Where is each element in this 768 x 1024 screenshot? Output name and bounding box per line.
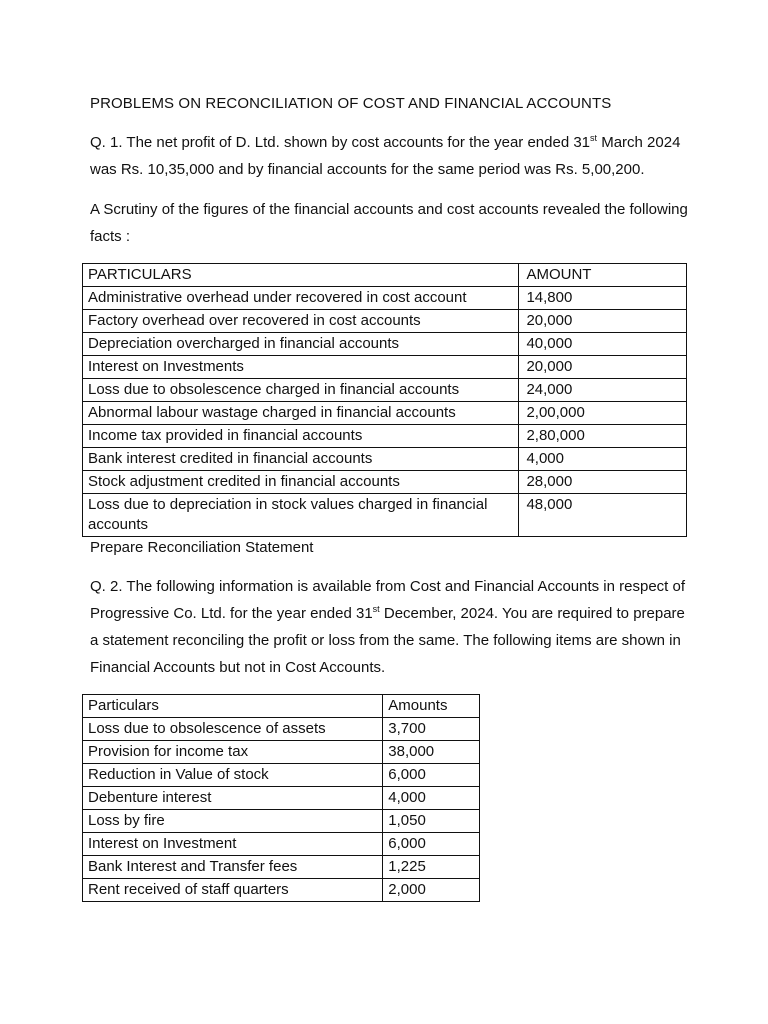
amount-cell: 4,000 — [383, 787, 480, 810]
table-row — [83, 833, 480, 856]
table-row — [83, 787, 480, 810]
particular-cell: Interest on Investments — [83, 356, 519, 379]
amount-cell: 28,000 — [519, 471, 687, 494]
q1-instruction: Prepare Reconciliation Statement — [90, 539, 314, 556]
table-header-cell: PARTICULARS — [83, 264, 519, 287]
table-row — [83, 402, 687, 425]
particular-cell: Stock adjustment credited in financial accounts — [83, 471, 519, 494]
table-row — [83, 494, 687, 537]
amount-cell: 38,000 — [383, 741, 480, 764]
table-row — [83, 333, 687, 356]
table-row — [83, 448, 687, 471]
q1-scrutiny-text: A Scrutiny of the figures of the financial accounts and cost accounts revealed the following facts : — [90, 201, 688, 245]
amount-cell: 4,000 — [519, 448, 687, 471]
particular-cell: Administrative overhead under recovered in cost account — [83, 287, 519, 310]
amount-cell: 48,000 — [519, 494, 687, 537]
document-title: PROBLEMS ON RECONCILIATION OF COST AND FINANCIAL ACCOUNTS — [90, 95, 612, 112]
q2-intro-superscript: st — [372, 604, 380, 614]
particular-cell: Bank Interest and Transfer fees — [83, 856, 383, 879]
amount-cell: 6,000 — [383, 764, 480, 787]
table-header-cell: Particulars — [83, 695, 383, 718]
particular-cell: Debenture interest — [83, 787, 383, 810]
particular-cell: Interest on Investment — [83, 833, 383, 856]
amount-cell: 14,800 — [519, 287, 687, 310]
table-header-row — [83, 264, 687, 287]
table-row — [83, 856, 480, 879]
amount-cell: 6,000 — [383, 833, 480, 856]
amount-cell: 3,700 — [383, 718, 480, 741]
particular-cell: Income tax provided in financial accounts — [83, 425, 519, 448]
table-row — [83, 425, 687, 448]
table-row — [83, 471, 687, 494]
amount-cell: 2,00,000 — [519, 402, 687, 425]
table-header-cell: Amounts — [383, 695, 480, 718]
particular-cell: Abnormal labour wastage charged in financial accounts — [83, 402, 519, 425]
q1-table — [82, 263, 687, 537]
q1-intro — [90, 129, 690, 183]
amount-cell: 2,000 — [383, 879, 480, 902]
particular-cell: Loss due to obsolescence charged in financial accounts — [83, 379, 519, 402]
particular-cell: Factory overhead over recovered in cost accounts — [83, 310, 519, 333]
particular-cell: Loss by fire — [83, 810, 383, 833]
amount-cell: 1,225 — [383, 856, 480, 879]
q2-table — [82, 694, 480, 902]
table-row — [83, 741, 480, 764]
document-page — [90, 92, 690, 902]
table-row — [83, 810, 480, 833]
q2-intro-text-1: Q. 2. The following information is available from Cost and Financial Accounts in respect of Progressive Co. Ltd. for the year ended 31 — [90, 578, 686, 622]
particular-cell: Loss due to obsolescence of assets — [83, 718, 383, 741]
particular-cell: Rent received of staff quarters — [83, 879, 383, 902]
table-row — [83, 718, 480, 741]
table-row — [83, 764, 480, 787]
table-header-cell: AMOUNT — [519, 264, 687, 287]
table-row — [83, 379, 687, 402]
amount-cell: 20,000 — [519, 310, 687, 333]
q2-intro-text-2: December, 2024. You are required to prepare a statement reconciling the profit or loss from the same. The following items are shown in Financial Accounts but not in Cost Accounts. — [90, 605, 685, 676]
particular-cell: Loss due to depreciation in stock values charged in financial accounts — [83, 494, 519, 537]
particular-cell: Depreciation overcharged in financial accounts — [83, 333, 519, 356]
q1-intro-superscript: st — [590, 133, 598, 143]
q2-intro — [90, 573, 690, 681]
q1-intro-text-2: March 2024 was Rs. 10,35,000 and by financial accounts for the same period was Rs. 5,00,200. — [90, 134, 681, 178]
particular-cell: Reduction in Value of stock — [83, 764, 383, 787]
table-header-row — [83, 695, 480, 718]
table-row — [83, 356, 687, 379]
q1-intro-text-1: Q. 1. The net profit of D. Ltd. shown by cost accounts for the year ended 31 — [90, 134, 591, 151]
particular-cell: Bank interest credited in financial accounts — [83, 448, 519, 471]
amount-cell: 2,80,000 — [519, 425, 687, 448]
amount-cell: 40,000 — [519, 333, 687, 356]
amount-cell: 24,000 — [519, 379, 687, 402]
particular-cell: Provision for income tax — [83, 741, 383, 764]
table-row — [83, 310, 687, 333]
amount-cell: 1,050 — [383, 810, 480, 833]
table-row — [83, 287, 687, 310]
table-row — [83, 879, 480, 902]
amount-cell: 20,000 — [519, 356, 687, 379]
